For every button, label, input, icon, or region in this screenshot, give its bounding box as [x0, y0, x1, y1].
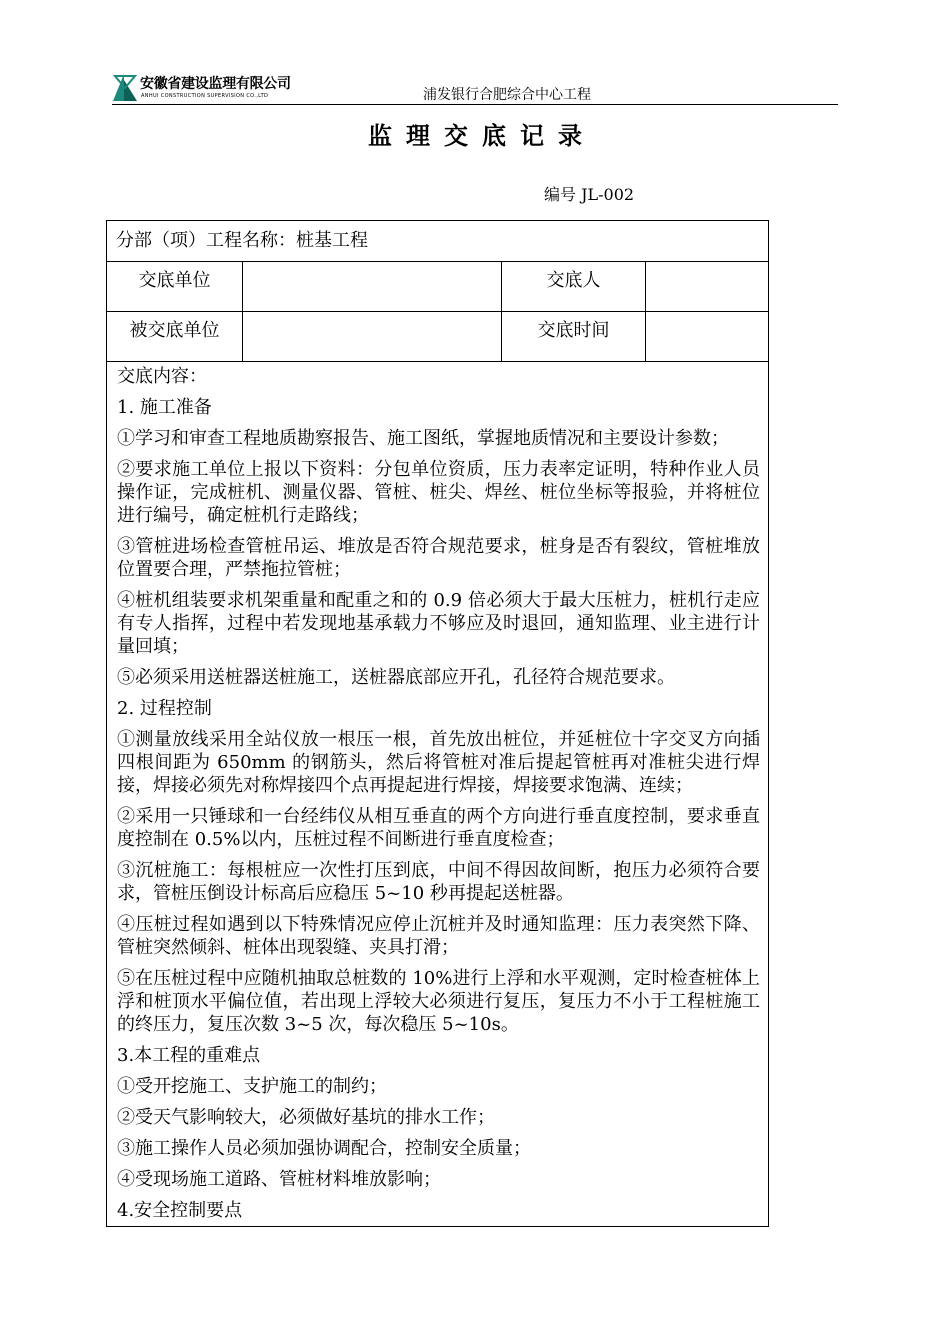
briefer-label: 交底人	[502, 262, 646, 312]
briefing-unit-value[interactable]	[243, 262, 502, 312]
content-heading: 交底内容：	[117, 366, 207, 387]
receiving-unit-value[interactable]	[243, 312, 502, 362]
content-item: ②受天气影响较大，必须做好基坑的排水工作；	[117, 1107, 495, 1128]
subproject-cell	[107, 221, 769, 262]
receiving-unit-label: 被交底单位	[107, 312, 243, 362]
briefing-content	[107, 362, 769, 1227]
section-title: 2. 过程控制	[117, 698, 212, 719]
document-number: 编号 JL-002	[544, 185, 635, 204]
section-title: 1. 施工准备	[117, 397, 212, 418]
content-item: ③沉桩施工：每根桩应一次性打压到底，中间不得因故间断，抱压力必须符合要求，管桩压倒设计标高后应稳压 5~10 秒再提起送桩器。	[117, 860, 760, 904]
content-item: ③施工操作人员必须加强协调配合，控制安全质量；	[117, 1138, 531, 1159]
section-title: 4.安全控制要点	[117, 1200, 243, 1221]
briefing-time-value[interactable]	[646, 312, 769, 362]
content-item: ①测量放线采用全站仪放一根压一根，首先放出桩位，并延桩位十字交叉方向插四根间距为 650mm 的钢筋头，然后将管桩对准后提起管桩再对准桩尖进行焊接，焊接必须先对称焊接四个点再提起进行焊接，焊接要求饱满、连续；	[117, 729, 760, 796]
content-item: ②采用一只锤球和一台经纬仪从相互垂直的两个方向进行垂直度控制，要求垂直度控制在 0.5%以内，压桩过程不间断进行垂直度检查；	[117, 806, 760, 850]
company-logo	[112, 72, 291, 102]
subproject-name: 分部（项）工程名称：桩基工程	[116, 230, 368, 251]
briefing-time-label: 交底时间	[502, 312, 646, 362]
content-item: ④桩机组装要求机架重量和配重之和的 0.9 倍必须大于最大压桩力，桩机行走应有专人指挥，过程中若发现地基承载力不够应及时退回，通知监理、业主进行计量回填；	[117, 590, 760, 657]
content-item: ②要求施工单位上报以下资料：分包单位资质，压力表率定证明，特种作业人员操作证，完成桩机、测量仪器、管桩、桩尖、焊丝、桩位坐标等报验，并将桩位进行编号，确定桩机行走路线；	[117, 459, 760, 526]
content-item: ⑤必须采用送桩器送桩施工，送桩器底部应开孔，孔径符合规范要求。	[117, 667, 675, 688]
content-item: ④压桩过程如遇到以下特殊情况应停止沉桩并及时通知监理：压力表突然下降、管桩突然倾斜、桩体出现裂缝、夹具打滑；	[117, 914, 760, 958]
project-name: 浦发银行合肥综合中心工程	[423, 87, 591, 103]
company-name-en: ANHUI CONSTRUCTION SUPERVISION CO.,LTD	[141, 93, 269, 99]
section-title: 3.本工程的重难点	[117, 1045, 261, 1066]
briefer-value[interactable]	[646, 262, 769, 312]
content-item: ①学习和审查工程地质勘察报告、施工图纸，掌握地质情况和主要设计参数；	[117, 428, 729, 449]
content-item: ④受现场施工道路、管桩材料堆放影响；	[117, 1169, 441, 1190]
briefing-unit-label: 交底单位	[107, 262, 243, 312]
briefing-form	[106, 220, 769, 1227]
page-header	[112, 70, 838, 105]
company-logo-icon	[112, 72, 138, 102]
company-name-cn: 安徽省建设监理有限公司	[140, 76, 291, 92]
page-title: 监理交底记录	[368, 122, 596, 150]
content-item: ③管桩进场检查管桩吊运、堆放是否符合规范要求，桩身是否有裂纹，管桩堆放位置要合理，严禁拖拉管桩；	[117, 536, 760, 580]
content-item: ⑤在压桩过程中应随机抽取总桩数的 10%进行上浮和水平观测，定时检查桩体上浮和桩顶水平偏位值，若出现上浮较大必须进行复压，复压力不小于工程桩施工的终压力，复压次数 3~5 次，每次稳压 5~10s。	[117, 968, 760, 1035]
content-item: ①受开挖施工、支护施工的制约；	[117, 1076, 387, 1097]
